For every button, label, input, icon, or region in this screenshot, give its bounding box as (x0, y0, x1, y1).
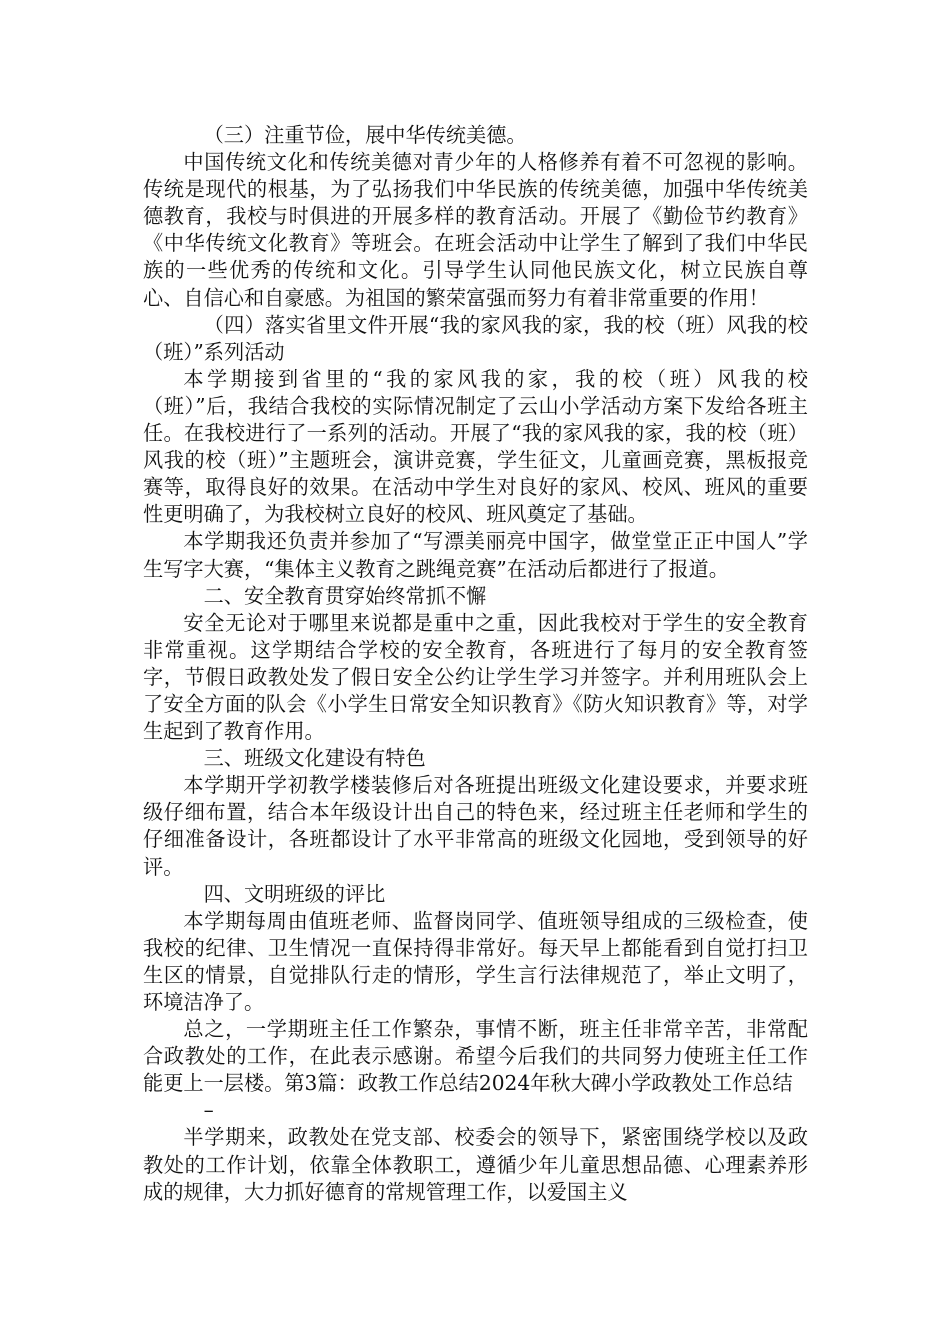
section-heading: 三、班级文化建设有特色 (203, 746, 426, 771)
body-paragraph: 本学期接到省里的“我的家风我的家，我的校（班）风我的校（班）”后，我结合我校的实际情况制定了云山小学活动方案下发给各班主任。在我校进行了一系列的活动。开展了“我的家风我的家，我的校（班）风我的校（班）”主题班会，演讲竞赛，学生征文，儿童画竞赛，黑板报竞赛等，取得良好的效果。在活动中学生对良好的家风、校风、班风的重要性更明确了，为我校树立良好的校风、班风奠定了基础。 (143, 366, 808, 527)
body-paragraph: 本学期开学初教学楼装修后对各班提出班级文化建设要求，并要求班级仔细布置，结合本年级设计出自己的特色来，经过班主任老师和学生的仔细准备设计，各班都设计了水平非常高的班级文化园地，受到领导的好评。 (143, 773, 808, 879)
section-heading: （三）注重节俭，展中华传统美德。 (203, 123, 527, 147)
body-paragraph: 本学期每周由值班老师、监督岗同学、值班领导组成的三级检查，使我校的纪律、卫生情况一直保持得非常好。每天早上都能看到自觉打扫卫生区的情景，自觉排队行走的情形，学生言行法律规范了，举止文明了，环境洁净了。 (143, 908, 808, 1014)
body-paragraph: 中国传统文化和传统美德对青少年的人格修养有着不可忽视的影响。传统是现代的根基，为了弘扬我们中华民族的传统美德，加强中华传统美德教育，我校与时俱进的开展多样的教育活动。开展了《勤俭节约教育》《中华传统文化教育》等班会。在班会活动中让学生了解到了我们中华民族的一些优秀的传统和文化。引导学生认同他民族文化，树立民族自尊心、自信心和自豪感。为祖国的繁荣富强而努力有着非常重要的作用！ (143, 150, 808, 310)
document-body (143, 122, 808, 1206)
body-paragraph: 总之，一学期班主任工作繁杂，事情不断，班主任非常辛苦，非常配合政教处的工作，在此表示感谢。希望今后我们的共同努力使班主任工作能更上一层楼。第3篇：政教工作总结2024年秋大碑小学政教处工作总结 (143, 1017, 808, 1096)
section-heading: （四）落实省里文件开展“我的家风我的家，我的校（班）风我的校（班）”系列活动 (143, 312, 808, 364)
body-paragraph: 本学期我还负责并参加了“写漂美丽亮中国字，做堂堂正正中国人”学生写字大赛，“集体主义教育之跳绳竞赛”在活动后都进行了报道。 (143, 529, 808, 581)
section-heading: 二、安全教育贯穿始终常抓不懈 (203, 583, 487, 608)
section-heading: 四、文明班级的评比 (203, 881, 386, 906)
body-paragraph: 半学期来，政教处在党支部、校委会的领导下，紧密围绕学校以及政教处的工作计划，依靠全体教职工，遵循少年儿童思想品德、心理素养形成的规律，大力抓好德育的常规管理工作，以爱国主义 (143, 1125, 808, 1204)
body-paragraph: 安全无论对于哪里来说都是重中之重，因此我校对于学生的安全教育非常重视。这学期结合学校的安全教育，各班进行了每月的安全教育签字，节假日政教处发了假日安全公约让学生学习并签字。并利用班队会上了安全方面的队会《小学生日常安全知识教育》《防火知识教育》等，对学生起到了教育作用。 (143, 610, 808, 744)
dash-separator: – (203, 1098, 214, 1123)
